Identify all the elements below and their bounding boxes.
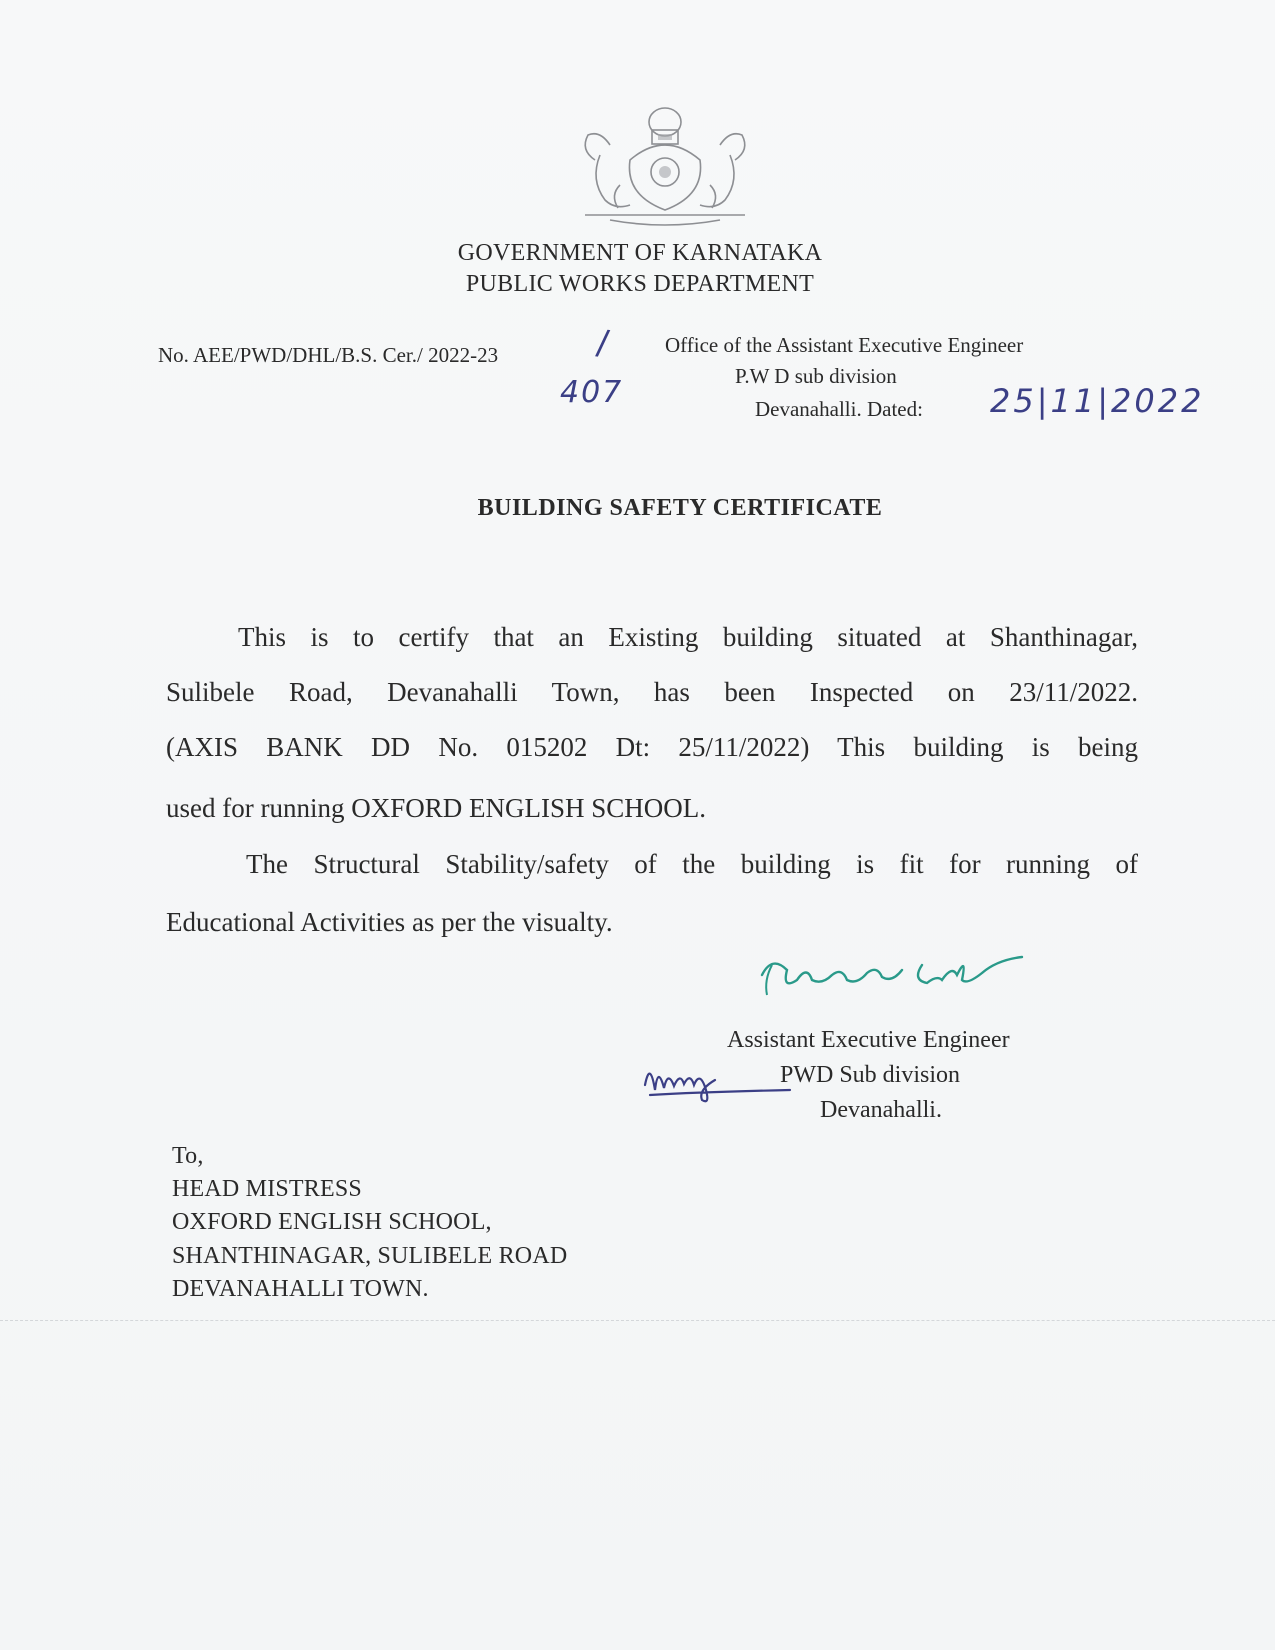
address-line: SHANTHINAGAR, SULIBELE ROAD — [172, 1243, 568, 1269]
department-heading: PUBLIC WORKS DEPARTMENT — [465, 271, 815, 297]
office-title: Office of the Assistant Executive Engineer — [665, 333, 1024, 357]
body-line: used for running OXFORD ENGLISH SCHOOL. — [166, 793, 706, 823]
government-heading: GOVERNMENT OF KARNATAKA — [457, 240, 823, 266]
body-line: (AXIS BANK DD No. 015202 Dt: 25/11/2022) This building is being — [166, 732, 1138, 762]
engineer-signature-icon — [752, 935, 1052, 1015]
office-subdivision: P.W D sub division — [735, 364, 897, 388]
handwritten-slash: / — [594, 322, 612, 364]
body-line: This is to certify that an Existing building situated at Shanthinagar, — [238, 622, 1138, 652]
signatory-designation: Assistant Executive Engineer — [727, 1027, 1010, 1053]
certificate-title: BUILDING SAFETY CERTIFICATE — [477, 495, 883, 521]
body-line: Sulibele Road, Devanahalli Town, has been Inspected on 23/11/2022. — [166, 677, 1138, 707]
address-salutation: To, — [172, 1143, 204, 1169]
reference-number: No. AEE/PWD/DHL/B.S. Cer./ 2022-23 — [158, 343, 499, 367]
signatory-location: Devanahalli. — [820, 1097, 942, 1123]
body-line: The Structural Stability/safety of the building is fit for running of — [246, 849, 1138, 879]
signatory-division: PWD Sub division — [780, 1062, 961, 1088]
address-line: HEAD MISTRESS — [172, 1176, 362, 1202]
handwritten-date: 25|11|2022 — [990, 382, 1205, 420]
handwritten-reference-number: 407 — [560, 375, 624, 410]
karnataka-emblem-icon — [570, 100, 760, 230]
paper-fold-line — [0, 1320, 1275, 1321]
body-line: Educational Activities as per the visualty. — [166, 907, 613, 937]
address-line: OXFORD ENGLISH SCHOOL, — [172, 1209, 492, 1235]
address-line: DEVANAHALLI TOWN. — [172, 1276, 429, 1302]
office-dated-label: Devanahalli. Dated: — [755, 397, 923, 421]
initials-signature-icon — [640, 1050, 800, 1110]
